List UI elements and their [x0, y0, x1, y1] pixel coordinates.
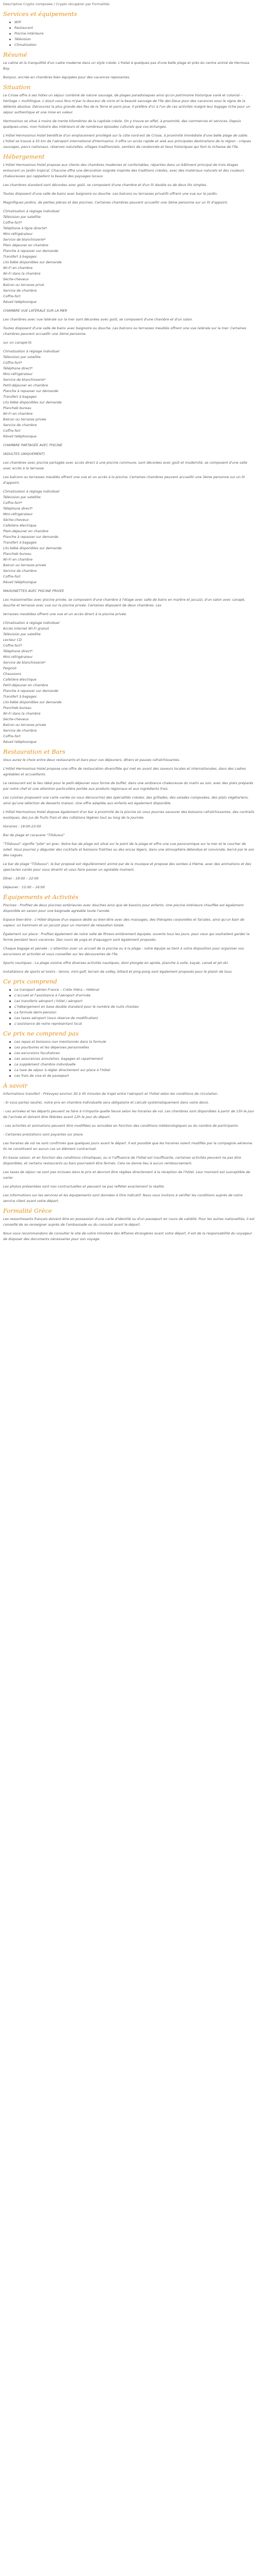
- privee-equipment-item: Petit-déjeuner en chambre: [3, 683, 49, 687]
- prix-non-compris-item: La taxe de séjour à régler directement sur place à l'hôtel: [14, 1067, 255, 1073]
- piscine-equipment-item: Transfert à bagages: [3, 540, 37, 545]
- privee-equipment-item: Télévision par satellite: [3, 632, 41, 636]
- privee-equipment-item: Balcon ou terrasse privée: [3, 723, 46, 727]
- vue-equipment-item: Télévision par satellite: [3, 355, 41, 359]
- savoir-paragraph: - Les arrivées et les départs peuvent se faire à n'importe quelle heure selon les horaires de vol. Les chambres sont disponibles à partir de 15h le jour de l'arrivée et doivent être libérées avant 12h le jour du départ.: [3, 1109, 254, 1119]
- vue-equipment-item: Petit-déjeuner en chambre: [3, 383, 49, 387]
- service-item: Restaurant: [14, 25, 255, 31]
- std-equipment-item: Mini-réfrigérateur: [3, 232, 33, 236]
- formalites-paragraph: Les ressortissants français doivent être en possession d'une carte d'identité ou d'un passeport en cours de validité. Pour les autres nationalités, il est conseillé de se renseigner auprès de l'ambassade ou du consulat avant le départ.: [3, 1217, 255, 1227]
- std-equipment-item: Coffre-fort: [3, 294, 21, 298]
- equipements-paragraph: Chaque bagage et pensée : L'attention avec un accueil de la piscine ou à la plage : notre équipe se tient à votre disposition pour organiser vos excursions et activités et vous conseiller sur les découvertes de l'île.: [3, 946, 244, 956]
- privee-equipment-item: Service de blanchisserie*: [3, 660, 46, 665]
- privee-equipment-item: Lecteur CD: [3, 638, 22, 642]
- vue-equipment-item: Coffre-fort: [3, 429, 21, 433]
- bar-paragraph: Bar de plage et caravane "Tiliduous": [3, 833, 65, 837]
- std-equipment-item: Transfert à bagages: [3, 255, 37, 259]
- piscine-equipment-item: Wi-Fi en chambre: [3, 557, 33, 562]
- restauration-paragraph: L'Hôtel Hermosinos Hotel propose une offre de restauration diversifiée qui met en avant des saveurs locales et internationales, dans des cadres agréables et accueillants.: [3, 767, 246, 776]
- piscine-equipment-item: Cafetière électrique: [3, 523, 37, 528]
- std-equipment-list: [3, 209, 255, 305]
- vue-equipment-item: Climatisation à réglage individuel: [3, 349, 60, 353]
- restauration-hours: Horaires : 18:00-23:00: [3, 824, 41, 828]
- piscine-equipment-list: [3, 489, 255, 585]
- savoir-paragraph: - Si vous partez seul(e), notre prix en chambre individuelle sera obligatoire et calculé systématiquement dans votre devis.: [3, 1100, 209, 1105]
- resume-title: Résumé: [3, 51, 27, 58]
- piscine-equipment-item: Réveil téléphonique: [3, 580, 37, 584]
- std-equipment-item: Wi-Fi en chambre: [3, 266, 33, 270]
- privee-equipment-item: Lits bébé disponibles sur demande: [3, 700, 62, 704]
- prix-compris-list: [3, 987, 255, 1027]
- piscine-equipment-item: Service de chambre: [3, 569, 37, 573]
- privee-equipment-item: Réveil téléphonique: [3, 740, 37, 744]
- privee-equipment-item: Accès internet Wi-Fi gratuit: [3, 626, 49, 631]
- std-equipment-item: Téléphone à ligne directe*: [3, 226, 47, 230]
- prix-compris-item: L'assistance de notre représentant local: [14, 1021, 255, 1027]
- vue-equipment-item: Transfert à bagages: [3, 395, 37, 399]
- std-equipment-item: Climatisation à réglage individuel: [3, 209, 60, 213]
- services-list: [3, 20, 255, 48]
- privee-equipment-item: Plancheb bureau: [3, 706, 31, 710]
- prix-compris-title: Ce prix comprend: [3, 978, 57, 985]
- prix-compris-item: L'accueil et l'assistance à l'aéroport d'arrivée: [14, 993, 255, 998]
- resume-paragraph: Bonjour, ancrée en chambres bien équipées pour des vacances reposantes.: [3, 75, 131, 79]
- vue-equipment-item: Réveil téléphonique: [3, 434, 37, 438]
- service-item: Télévision: [14, 37, 255, 42]
- privee-equipment-item: Téléphone direct*: [3, 649, 33, 653]
- privee-equipment-item: Planche à repasser sur demande: [3, 689, 58, 693]
- restauration-paragraph: Les cuisines proposent une carte variée où vous découvrirez des spécialités créoles, des grillades, des salades composées, des plats végétariens, ainsi qu'une sélection de desserts maison. Une offre adaptée aux enfants est également disponible.: [3, 795, 249, 805]
- equipements-paragraph: Piscines : Profitez de deux piscines extérieures avec douches ainsi que de bassins pour enfants. Une piscine intérieure chauffée est également disponible en saison pour une baignade agréable toute l'année.: [3, 903, 244, 913]
- prix-compris-item: La formule demi-pension: [14, 1010, 255, 1015]
- prix-compris-item: Les taxes aéroport (sous réserve de modification): [14, 1015, 255, 1021]
- room-type-title: MAISONETTES AVEC PISCINE PRIVÉE: [3, 589, 64, 593]
- std-equipment-item: Télévision par satellite: [3, 215, 41, 219]
- hebergement-paragraph: Magnifiques jardins, de petites pièces et des piscines. Certaines chambres peuvent accueillir une 3ème personne sur un lit d'appoint.: [3, 200, 228, 205]
- restauration-paragraph: Le restaurant est le lieu idéal pour le petit-déjeuner sous forme de buffet, dans une ambiance chaleureuse du matin au soir, avec des plats préparés par notre chef et une attention particulière portée aux produits régionaux et aux ingrédients frais.: [3, 781, 253, 791]
- intro-line: Descriptive Crypto composée / Crypto récupérer par Formalités: [3, 2, 110, 6]
- piscine-equipment-item: Balcon ou terrasse privée: [3, 563, 46, 567]
- equipements-paragraph: Sports nautiques : La plage voisine offre diverses activités nautiques, dont plongée en apnée, planche à voile, kayak, canoë et jet-ski.: [3, 961, 229, 965]
- privee-equipment-item: Transfert à bagages: [3, 694, 37, 699]
- vue-equipment-item: Balcon ou terrasse privée: [3, 417, 46, 421]
- prix-non-compris-item: Le supplément chambre individuelle: [14, 1062, 255, 1067]
- prix-non-compris-item: Les repas et boissons non mentionnés dans la formule: [14, 1039, 255, 1045]
- std-equipment-item: Wi-Fi dans la chambre: [3, 272, 41, 276]
- prix-compris-item: L'hébergement en base double standard pour le nombre de nuits choisies: [14, 1004, 255, 1010]
- privee-paragraph: terrasses meublées offrent une vue et un accès direct à la piscine privée.: [3, 612, 127, 616]
- equipements-paragraph: Installations de sports et loisirs : tennis, mini-golf, terrain de volley, billard et ping-pong sont également proposés pour le plaisir de tous.: [3, 970, 233, 974]
- vue-equipment-item: Mini-réfrigérateur: [3, 372, 33, 376]
- hebergement-paragraph: Toutes disposent d'une salle de bains avec baignoire ou douche. Les balcons ou terrasses privatifs offrent une vue sur le jardin.: [3, 192, 218, 196]
- prix-compris-item: Les transferts aéroport / hôtel / aéroport: [14, 998, 255, 1004]
- prix-non-compris-item: Les excursions facultatives: [14, 1050, 255, 1056]
- prix-non-compris-item: Les pourboires et les dépenses personnelles: [14, 1045, 255, 1050]
- service-item: Wifi: [14, 20, 255, 25]
- equipements-title: Équipements et Activités: [3, 893, 78, 901]
- std-equipment-item: Coffre-fort*: [3, 221, 22, 225]
- piscine-equipment-item: Plancheb bureau: [3, 552, 31, 556]
- vue-paragraph: sur un canapé-lit.: [3, 341, 33, 345]
- vue-paragraph: Les chambres avec vue latérale sur la mer sont décorées avec goût, se composent d'une chambre et d'un salon.: [3, 317, 193, 321]
- piscine-equipment-item: Plein-déjeuner en chambre: [3, 529, 49, 533]
- std-equipment-item: Sèche-cheveux: [3, 277, 29, 281]
- privee-equipment-item: Cafetière électrique: [3, 677, 37, 682]
- savoir-paragraph: Les photos présentées sont non contractuelles et peuvent ne pas refléter exactement la réalité.: [3, 1184, 165, 1189]
- prix-non-compris-item: Les assurances annulation, bagages et rapatriement: [14, 1056, 255, 1062]
- piscine-equipment-item: Coffre-fort: [3, 574, 21, 579]
- privee-equipment-item: Peignoir: [3, 666, 17, 670]
- vue-equipment-item: Planche à repasser sur demande: [3, 389, 58, 393]
- hebergement-paragraph: Les chambres standard sont décorées avec goût, se composent d'une chambre et d'un lit double ou de deux lits simples.: [3, 183, 207, 187]
- situation-paragraph: L'Hôtel Hermosinos Hotel bénéficie d'un emplacement privilégié sur la côte nord-est de Crisse, à proximité immédiate d'une belle plage de sable. L'hôtel se trouve à 35 km de l'aéroport international d'Hermasino. Il offre un accès rapide et aisé aux principales destinations de la région : criques sauvages, parcs nationaux, réserves naturelles, villages traditionnels, sentiers de randonnée et lieux historiques qui font la richesse de l'île.: [3, 133, 251, 149]
- privee-equipment-item: Service de chambre: [3, 728, 37, 733]
- piscine-equipment-item: Mini-réfrigérateur: [3, 512, 33, 516]
- bar-paragraph: Le bar de plage "Tiliduous", le bar proposé est régulièrement animé par de la musique et propose des soirées à thème, avec des animations et des spectacles variés pour vous divertir et vous faire passer un agréable moment.: [3, 862, 251, 872]
- formalites-paragraph: Nous vous recommandons de consulter le site de votre ministère des Affaires étrangères avant votre départ. Il est de la responsabilité du voyageur de disposer des documents nécessaires pour son voyage.: [3, 1231, 252, 1241]
- hebergement-title: Hébergement: [3, 153, 45, 160]
- savoir-paragraph: Les informations sur les services et les équipements sont données à titre indicatif. Nous vous invitons à vérifier les conditions auprès de notre service client avant votre départ.: [3, 1193, 243, 1203]
- std-equipment-item: Lits bébé disponibles sur demande: [3, 260, 62, 264]
- equipements-paragraph: Espace bien-être : L'Hôtel dispose d'un espace dédié au bien-être avec des massages, des thérapies corporelles et faciales, ainsi qu'un bain de vapeur, un hammam et un jacuzzi pour un moment de relaxation totale.: [3, 918, 245, 927]
- prix-non-compris-list: [3, 1039, 255, 1079]
- situation-title: Situation: [3, 83, 31, 91]
- bar-hours: Déjeuner : 12:00 – 16:00: [3, 885, 45, 889]
- vue-equipment-list: [3, 349, 255, 439]
- savoir-paragraph: Informations transfert : Prévoyez environ 30 à 45 minutes de trajet entre l'aéroport et l'hôtel selon les conditions de circulation.: [3, 1092, 219, 1096]
- piscine-equipment-item: Planche à repasser sur demande: [3, 535, 58, 539]
- privee-equipment-item: Climatisation à réglage individuel: [3, 621, 60, 625]
- piscine-equipment-item: Téléphone direct*: [3, 506, 33, 511]
- std-equipment-item: Réveil téléphonique: [3, 300, 37, 304]
- service-item: Piscine intérieure: [14, 31, 255, 37]
- room-type-title: CHAMBRE PARTAGÉE AVEC PISCINE: [3, 443, 62, 447]
- privee-equipment-item: Mini-réfrigérateur: [3, 655, 33, 659]
- savoir-paragraph: Les taxes de séjour ne sont pas incluses dans le prix et devront être réglées directement à la réception de l'hôtel. Leur montant est susceptible de varier.: [3, 1170, 250, 1180]
- product-page: [0, 0, 258, 1252]
- situation-paragraph: Hermosinos se situe à moins de trente kilomètres de la capitale créole. On y trouve en effet, à proximité, des commerces et services. Depuis quelques-unes, mon histoire des intérieurs et de nombreux épisodes culturels que vos échanges.: [3, 119, 241, 129]
- piscine-equipment-item: Sèche-cheveux: [3, 518, 29, 522]
- restauration-paragraph: Vous aurez le choix entre deux restaurants et bars pour vos déjeuners, dîners et pauses rafraîchissantes.: [3, 758, 181, 762]
- vue-equipment-item: Wi-Fi en chambre: [3, 412, 33, 416]
- hebergement-paragraph: L'Hôtel Hermosinos Hotel propose aux clients des chambres modernes et confortables, réparties dans un bâtiment principal de trois étages entourant un jardin tropical. Chacune offre une décoration soignée inspirée des traditions créoles, avec des matériaux naturels et des couleurs chaleureuses qui rappellent la beauté des paysages locaux.: [3, 163, 245, 178]
- piscine-equipment-item: Coffre-fort*: [3, 501, 22, 505]
- std-equipment-item: Plein déjeuner en chambre: [3, 243, 49, 247]
- piscine-equipment-item: Climatisation à réglage individuel: [3, 489, 60, 494]
- formalites-title: Formalité Grèce: [3, 1207, 52, 1214]
- std-equipment-item: Planche à repasser sur demande: [3, 249, 58, 253]
- privee-equipment-item: Wi-Fi dans la chambre: [3, 711, 41, 716]
- privee-equipment-item: Chaussons: [3, 672, 22, 676]
- piscine-paragraph: Les balcons ou terrasses meublés offrent une vue et un accès à la piscine. Certaines chambres peuvent accueillir une 3ème personne sur un lit d'appoint.: [3, 475, 245, 485]
- privee-paragraph: Les maisonnettes avec piscine privée, se composent d'une chambre à l'étage avec salle de bains en marbre et jacuzzi, d'un salon avec canapé, douche et terrasse avec vue sur la piscine privée. Certaines disposent de deux chambres. Les: [3, 598, 246, 607]
- vue-equipment-item: Coffre-fort*: [3, 361, 22, 365]
- room-type-title: CHAMBRE VUE LATÉRALE SUR LA MER: [3, 309, 68, 313]
- vue-equipment-item: Service de blanchisserie*: [3, 378, 46, 382]
- vue-equipment-item: Service de chambre: [3, 423, 37, 427]
- savoir-paragraph: - Les activités et animations peuvent être modifiées ou annulées en fonction des conditions météorologiques ou du nombre de participants.: [3, 1124, 239, 1128]
- savoir-paragraph: En basse saison, et en fonction des conditions climatiques, ou si l'affluence de l'hôtel est insuffisante, certaines activités peuvent ne pas être disponibles, et certains restaurants ou bars pourraient être fermés. Cela ne donne lieu à aucun remboursement.: [3, 1156, 241, 1165]
- services-title: Services et équipements: [3, 10, 77, 18]
- vue-equipment-item: Plancheb bureau: [3, 406, 31, 410]
- privee-equipment-list: [3, 620, 255, 745]
- privee-equipment-item: Coffre-fort: [3, 734, 21, 738]
- piscine-equipment-item: Lits bébé disponibles sur demande: [3, 546, 62, 550]
- situation-paragraph: Le Crisse offre à ses hôtes un séjour combiné de nature sauvage, de plages paradisiaques ainsi qu'un patrimoine historique varié et colonial – héritage » multilingue. L'atout vous fera m'par la douceur de vivre et la beauté sauvage de l'île des Deux pour des vacances sous le signe de la détente absolue. Découvrez la plus grande des îles de la Terre et paris joue. Il préfère d'ici à l'un de ces activités malgré leur bagage riche pour un séjour authentique et une mise en valeur.: [3, 93, 251, 114]
- prix-compris-item: Le transport aérien France – Crète (Héra – Héléna): [14, 987, 255, 993]
- savoir-title: À savoir: [3, 1082, 28, 1089]
- vue-equipment-item: Téléphone direct*: [3, 366, 33, 370]
- vue-paragraph: Toutes disposent d'une salle de bains avec baignoire ou douche. Les balcons ou terrasses meublés offrent une vue latérale sur la mer. Certaines chambres peuvent accueillir une 3ème personne.: [3, 326, 247, 336]
- savoir-paragraph: - Certaines prestations sont payantes sur place.: [3, 1132, 84, 1137]
- privee-equipment-item: Coffre-fort*: [3, 643, 22, 648]
- prix-non-compris-title: Ce prix ne comprend pas: [3, 1030, 79, 1037]
- std-equipment-item: Balcon ou terrasse privé: [3, 283, 44, 287]
- bar-paragraph: "Tiliduous" signifie "jolie" en grec. Notre bar de plage est situé sur le point de la plage et offre une vue panoramique sur la mer et le coucher de soleil. Vous pourrez y déguster des cocktails et boissons fraîches ou des encas légers, dans une atmosphère détendue et conviviale, bercé par le son des vagues.: [3, 842, 254, 857]
- std-equipment-item: Service de chambre: [3, 289, 37, 293]
- room-type-subtitle: (ADULTES UNIQUEMENT): [3, 452, 45, 456]
- piscine-paragraph: Les chambres avec piscine partagée avec accès direct à une piscine commune, sont décorées avec goût et modernité, se composent d'une salle avec accès à la terrasse.: [3, 461, 248, 470]
- resume-paragraph: Le calme et la tranquillité d'un cadre moderne dans un style créole. L'Hotel à quelques pas d'une belle plage et près du centre animé de Hermosa Bay.: [3, 61, 250, 71]
- savoir-paragraph: Les horaires de vol ne sont confirmés que quelques jours avant le départ. Il est possible que les horaires soient modifiés par la compagnie aérienne. Ils ne constituent en aucun cas un élément contractuel.: [3, 1141, 253, 1151]
- prix-non-compris-item: Les frais de visa et de passeport: [14, 1073, 255, 1079]
- bar-hours: Dîner : 18:00 – 22:00: [3, 876, 39, 880]
- std-equipment-item: Service de blanchisserie*: [3, 238, 46, 242]
- equipements-paragraph: Également sur place : Profitez également de notre salle de fitness entièrement équipée, ouverte tous les jours, pour ceux qui souhaitent garder la forme pendant leurs vacances. Des cours de yoga et d'aquagym sont également proposés.: [3, 932, 250, 942]
- piscine-equipment-item: Télévision par satellite: [3, 495, 41, 499]
- service-item: Climatisation: [14, 42, 255, 48]
- privee-equipment-item: Sèche-cheveux: [3, 717, 29, 721]
- vue-equipment-item: Lits bébé disponibles sur demande: [3, 400, 62, 404]
- restauration-paragraph: L'Hôtel Hermosinos Hotel dispose également d'un bar à proximité de la piscine où vous pourrez savourer des boissons rafraîchissantes, des cocktails exotiques, des jus de fruits frais et des collations légères tout au long de la journée.: [3, 810, 254, 820]
- restauration-title: Restauration et Bars: [3, 748, 66, 755]
